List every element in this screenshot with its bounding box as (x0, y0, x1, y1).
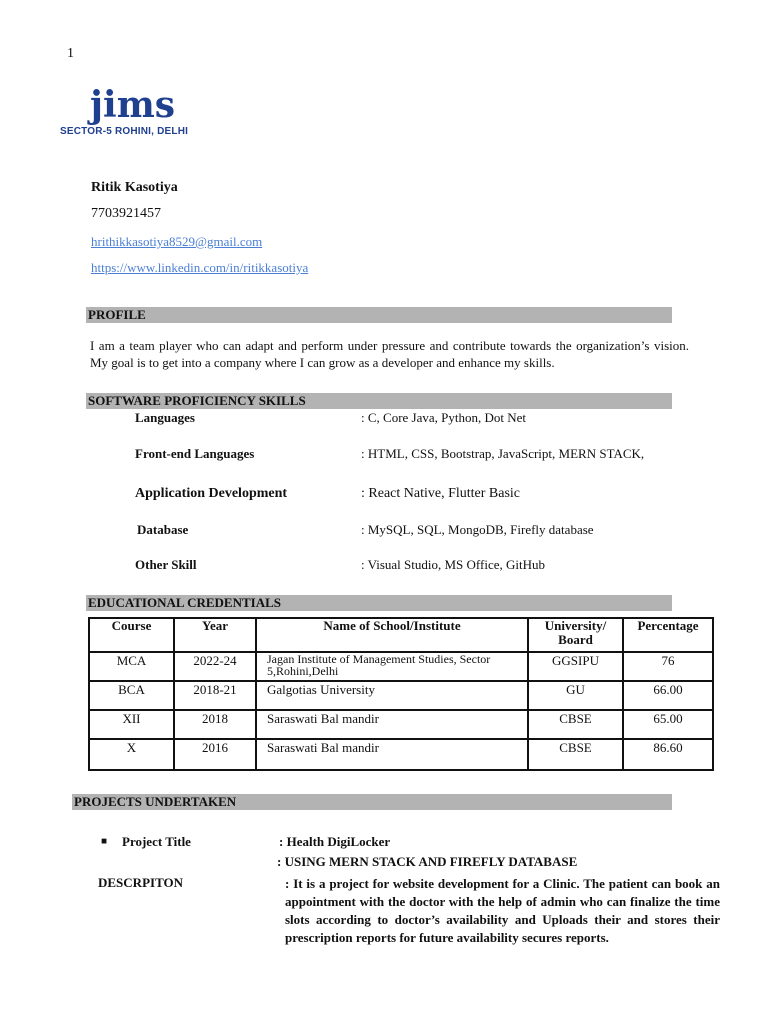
projects-heading-text: PROJECTS UNDERTAKEN (74, 794, 237, 809)
skill-value-languages: : C, Core Java, Python, Dot Net (361, 410, 527, 425)
table-row (89, 652, 713, 681)
candidate-name: Ritik Kasotiya (91, 180, 178, 195)
year-cell: 2018-21 (174, 681, 256, 710)
board-cell: CBSE (528, 710, 623, 739)
skill-label-appdev: Application Development (135, 486, 288, 501)
table-row (89, 710, 713, 739)
education-heading (86, 595, 672, 611)
page-number: 1 (67, 46, 74, 61)
skill-value-other: : Visual Studio, MS Office, GitHub (361, 557, 545, 572)
board-cell: CBSE (528, 739, 623, 770)
col-course: Course (89, 618, 174, 652)
description-label: DESCRPITON (98, 875, 184, 890)
skill-value-frontend: : HTML, CSS, Bootstrap, JavaScript, MERN STACK, (361, 446, 645, 461)
education-header-row (89, 618, 713, 652)
board-cell: GU (528, 681, 623, 710)
institute-cell: Saraswati Bal mandir (256, 739, 528, 770)
col-institute: Name of School/Institute (256, 618, 528, 652)
skills-heading-text: SOFTWARE PROFICIENCY SKILLS (88, 393, 306, 408)
board-cell: GGSIPU (528, 652, 623, 681)
skill-label-other: Other Skill (135, 557, 197, 572)
year-cell: 2016 (174, 739, 256, 770)
percentage-cell: 86.60 (623, 739, 713, 770)
table-row (89, 681, 713, 710)
skill-value-appdev: : React Native, Flutter Basic (361, 486, 521, 501)
col-board: University/ Board (528, 618, 623, 652)
skill-value-database: : MySQL, SQL, MongoDB, Firefly database (361, 522, 594, 537)
col-percentage: Percentage (623, 618, 713, 652)
email-link[interactable]: hrithikkasotiya8529@gmail.com (91, 234, 263, 249)
profile-text: I am a team player who can adapt and perform under pressure and contribute towards the organization’s vision. My goal is to get into a company where I can grow as a developer and enhance my skills. (90, 338, 689, 370)
bullet-icon: ■ (101, 836, 108, 847)
skills-heading (86, 393, 672, 409)
project-title-value: : Health DigiLocker (279, 834, 391, 849)
percentage-cell: 65.00 (623, 710, 713, 739)
skill-label-languages: Languages (135, 410, 195, 425)
year-cell: 2022-24 (174, 652, 256, 681)
percentage-cell: 76 (623, 652, 713, 681)
profile-heading-text: PROFILE (88, 307, 146, 322)
col-year: Year (174, 618, 256, 652)
description-text: : It is a project for website development for a Clinic. The patient can book an appointment with the doctor with the help of admin who can finalize the time slots according to doctor’s availability and Uploads their and stores their prescription reports for future availability secures reports. (285, 876, 720, 945)
education-heading-text: EDUCATIONAL CREDENTIALS (88, 595, 281, 610)
year-cell: 2018 (174, 710, 256, 739)
project-title-label: Project Title (122, 834, 191, 849)
table-row (89, 739, 713, 770)
institute-cell: Saraswati Bal mandir (256, 710, 528, 739)
institute-cell: Jagan Institute of Management Studies, Sector 5,Rohini,Delhi (256, 652, 528, 681)
course-cell: XII (89, 710, 174, 739)
logo-subtitle: SECTOR-5 ROHINI, DELHI (60, 126, 189, 137)
skill-label-database: Database (137, 522, 189, 537)
course-cell: BCA (89, 681, 174, 710)
percentage-cell: 66.00 (623, 681, 713, 710)
logo-wordmark: jims (90, 84, 176, 126)
phone-number: 7703921457 (91, 206, 161, 221)
projects-heading (72, 794, 672, 810)
course-cell: MCA (89, 652, 174, 681)
jims-logo (60, 84, 200, 137)
education-table (88, 617, 714, 771)
profile-heading (86, 307, 672, 323)
skill-label-frontend: Front-end Languages (135, 446, 255, 461)
institute-cell: Galgotias University (256, 681, 528, 710)
project-subtitle-value: : USING MERN STACK AND FIREFLY DATABASE (277, 854, 578, 869)
course-cell: X (89, 739, 174, 770)
linkedin-link[interactable]: https://www.linkedin.com/in/ritikkasotiya (91, 260, 309, 275)
